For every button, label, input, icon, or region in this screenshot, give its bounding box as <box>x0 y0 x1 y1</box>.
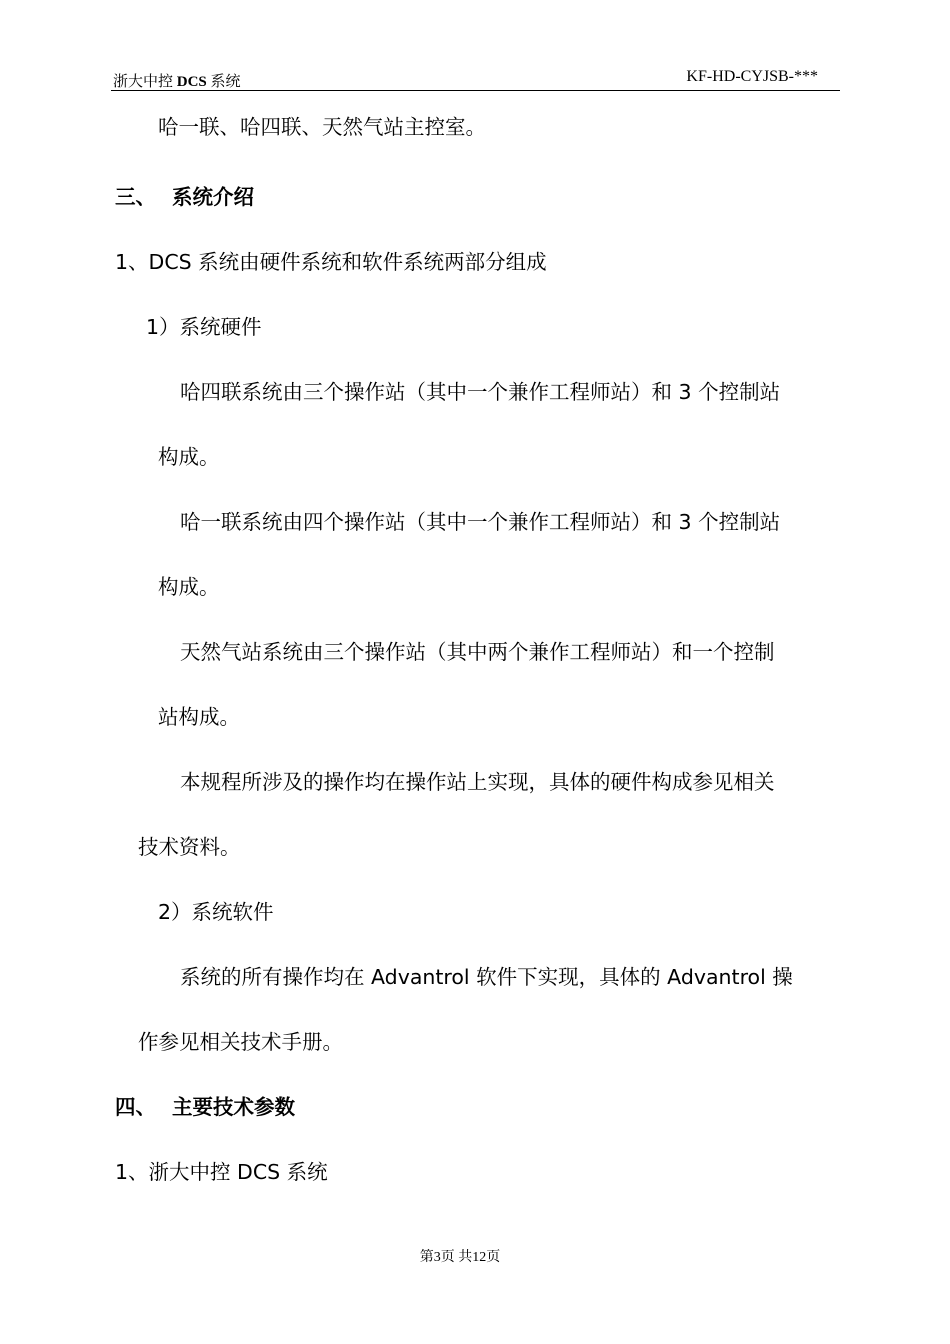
header-left <box>113 70 241 91</box>
header-rule <box>111 90 840 91</box>
header-company: 浙大中控 <box>113 74 177 90</box>
body-line-1: 哈一联、哈四联、天然气站主控室。 <box>158 115 486 139</box>
body-line-17: 1、浙大中控 DCS 系统 <box>115 1160 328 1184</box>
section-title-4: 主要技术参数 <box>172 1095 295 1119</box>
body-line-10: 站构成。 <box>158 705 240 729</box>
body-line-6: 构成。 <box>158 445 220 469</box>
body-line-14: 系统的所有操作均在 Advantrol 软件下实现，具体的 Advantrol 操 <box>180 965 793 989</box>
section-heading-3 <box>115 182 254 212</box>
body-line-11: 本规程所涉及的操作均在操作站上实现，具体的硬件构成参见相关 <box>180 770 775 794</box>
header-doc-code: KF-HD-CYJSB-*** <box>686 68 818 85</box>
section-title-3: 系统介绍 <box>172 185 254 209</box>
body-line-5: 哈四联系统由三个操作站（其中一个兼作工程师站）和 3 个控制站 <box>180 380 781 404</box>
section-heading-4 <box>115 1092 295 1122</box>
body-line-8: 构成。 <box>158 575 220 599</box>
body-line-15: 作参见相关技术手册。 <box>138 1030 343 1054</box>
header-dcs: DCS <box>176 74 207 90</box>
section-number-4: 四、 <box>115 1095 156 1119</box>
body-line-9: 天然气站系统由三个操作站（其中两个兼作工程师站）和一个控制 <box>180 640 775 664</box>
page-number: 第3页 共12页 <box>419 1250 501 1265</box>
body-line-3: 1、DCS 系统由硬件系统和软件系统两部分组成 <box>115 250 547 274</box>
section-number-3: 三、 <box>115 185 156 209</box>
body-line-12: 技术资料。 <box>138 835 241 859</box>
header-system: 系统 <box>206 74 241 90</box>
body-line-13: 2）系统软件 <box>158 900 274 924</box>
body-line-7: 哈一联系统由四个操作站（其中一个兼作工程师站）和 3 个控制站 <box>180 510 781 534</box>
body-line-4: 1）系统硬件 <box>146 315 262 339</box>
